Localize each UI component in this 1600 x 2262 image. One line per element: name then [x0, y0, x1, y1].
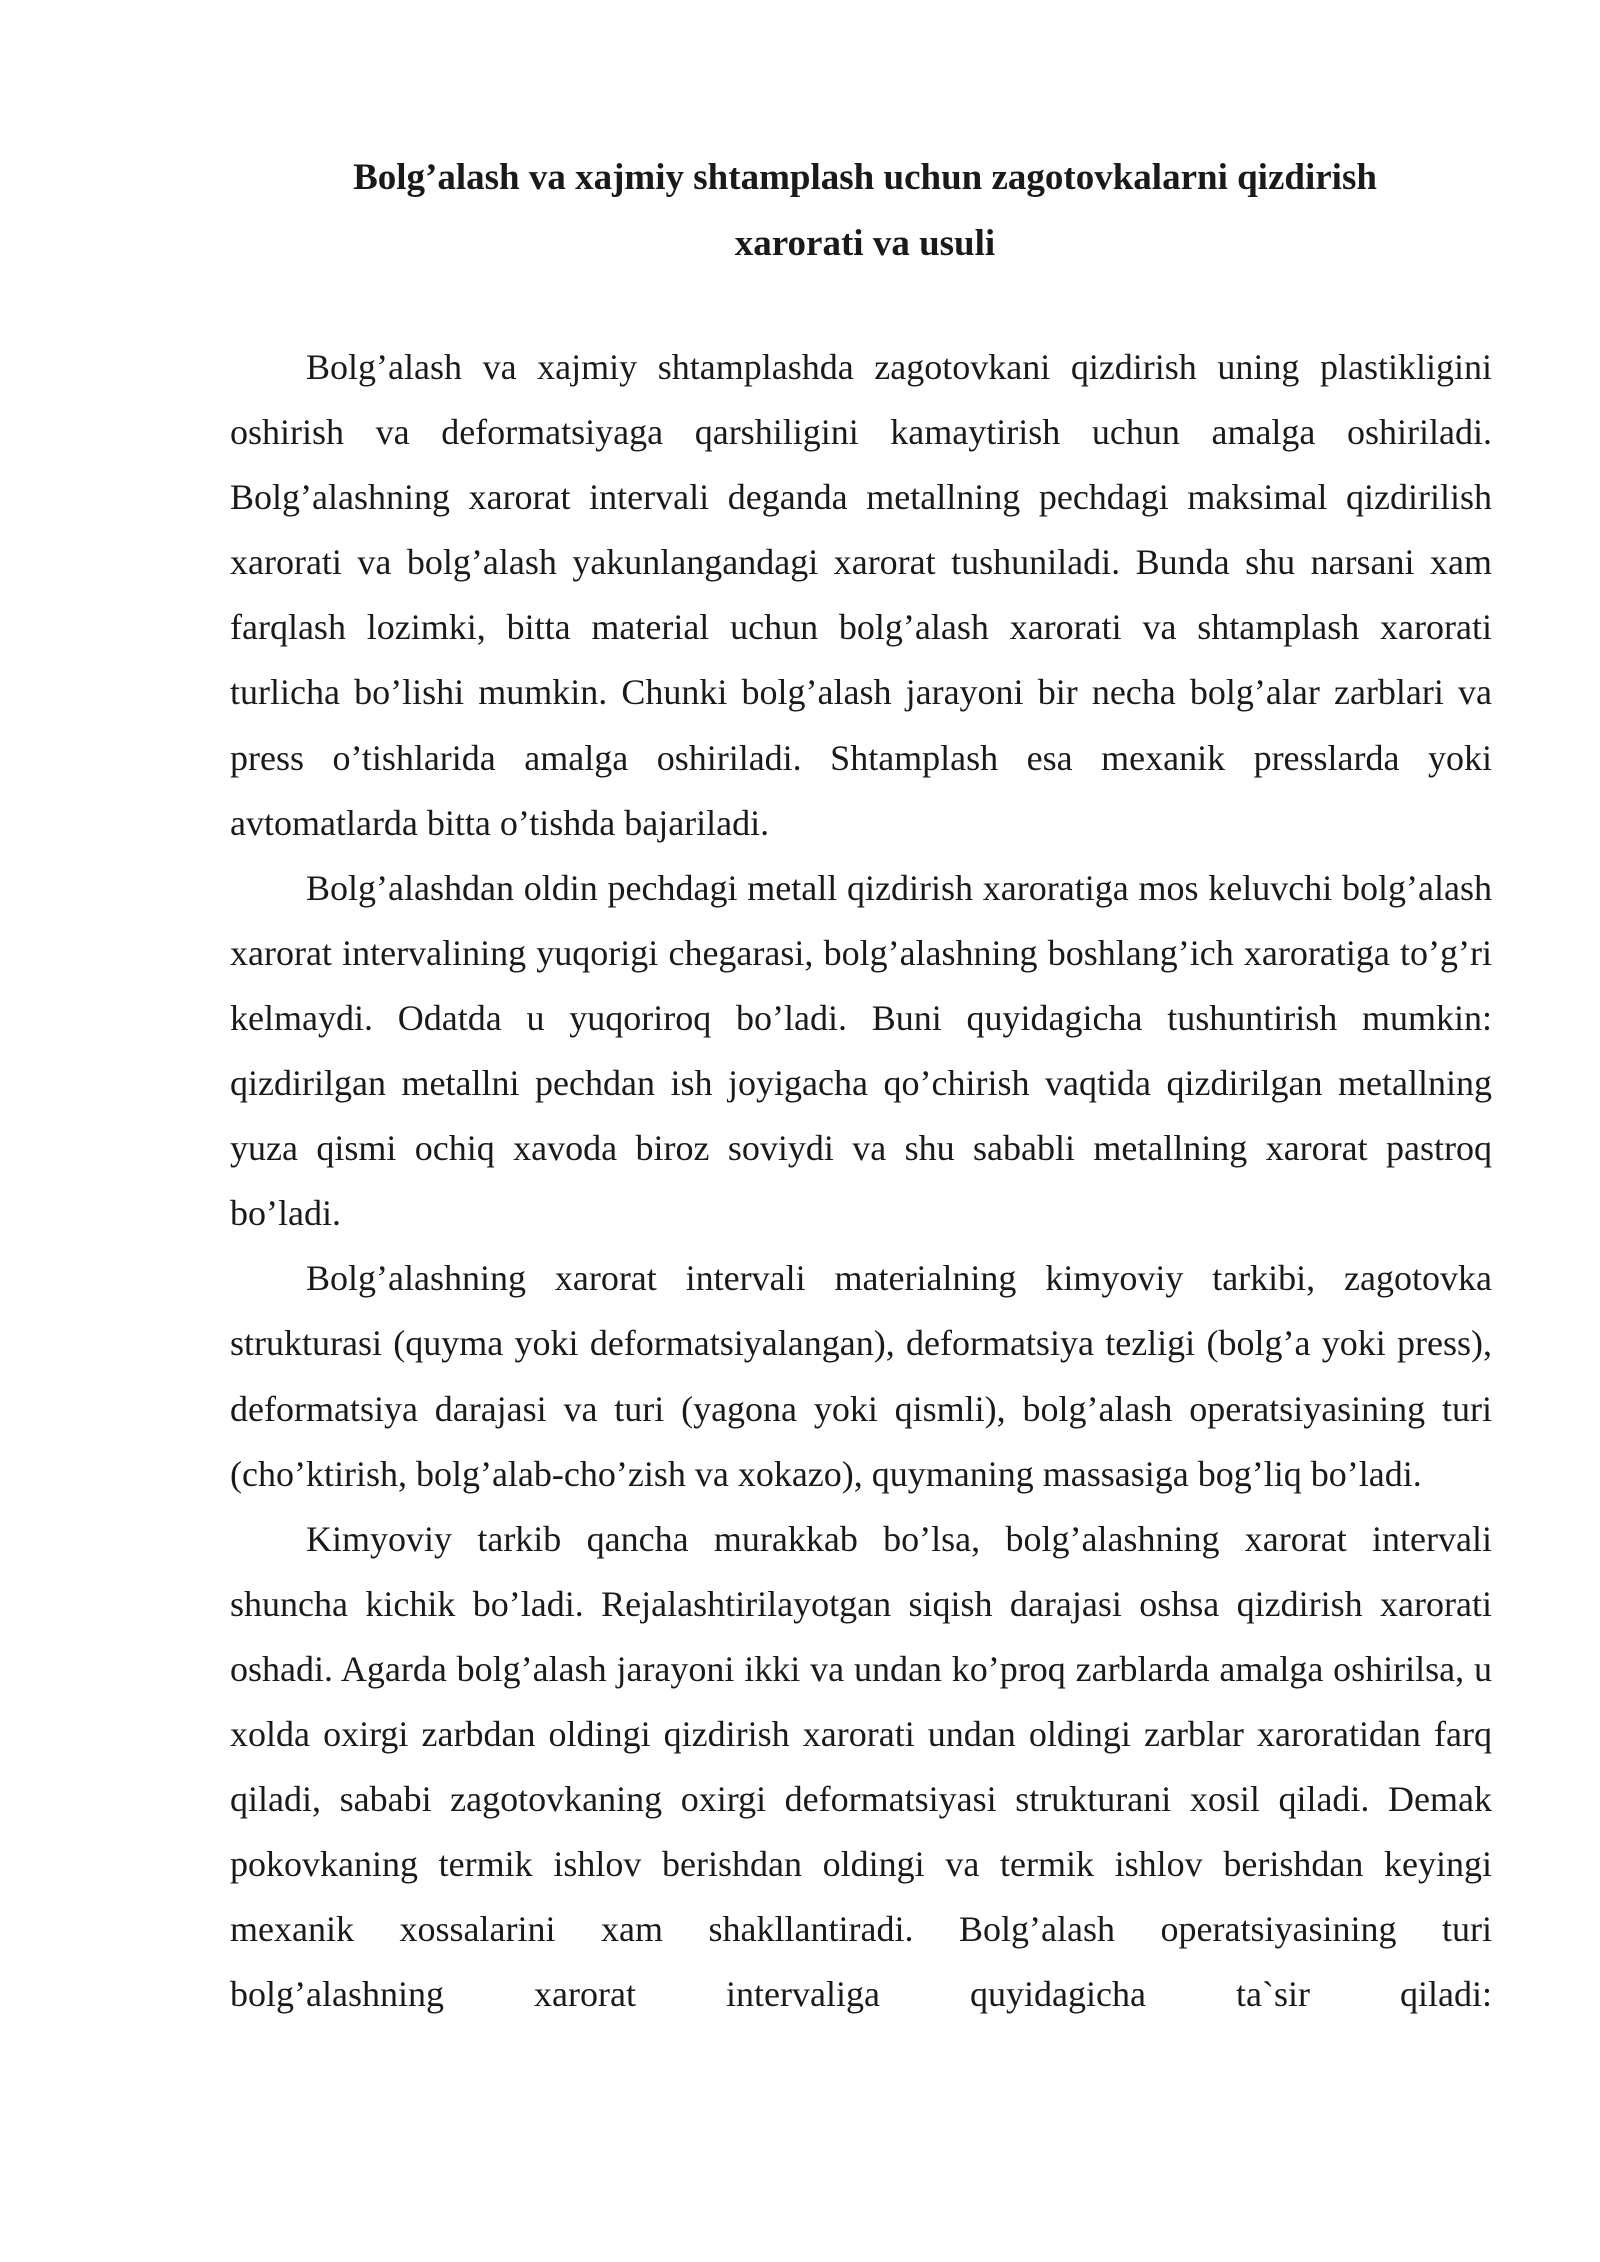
paragraph-1: Bolg’alash va xajmiy shtamplashda zagotovkani qizdirish uning plastikligini oshirish va deformatsiyaga qarshiligini kamaytirish uchun amalga oshiriladi. Bolg’alashning xarorat intervali deganda metallning pechdagi maksimal qizdirilish xarorati va bolg’alash yakunlangandagi xarorat tushuniladi. Bunda shu narsani xam farqlash lozimki, bitta material uchun bolg’alash xarorati va shtamplash xarorati turlicha bo’lishi mumkin. Chunki bolg’alash jarayoni bir necha bolg’alar zarblari va press o’tishlarida amalga oshiriladi. Shtamplash esa mexanik presslarda yoki avtomatlarda bitta o’tishda bajariladi.	[230, 347, 1492, 843]
title-line-1: Bolg’alash va xajmiy shtamplash uchun zagotovkalarni qizdirish	[353, 157, 1377, 198]
paragraph-2: Bolg’alashdan oldin pechdagi metall qizdirish xaroratiga mos keluvchi bolg’alash xarorat intervalining yuqorigi chegarasi, bolg’alashning boshlang’ich xaroratiga to’g’ri kelmaydi. Odatda u yuqoriroq bo’ladi. Buni quyidagicha tushuntirish mumkin: qizdirilgan metallni pechdan ish joyigacha qo’chirish vaqtida qizdirilgan metallning yuza qismi ochiq xavoda biroz soviydi va shu sababli metallning xarorat pastroq bo’ladi.	[230, 867, 1492, 1234]
paragraph-3: Bolg’alashning xarorat intervali materialning kimyoviy tarkibi, zagotovka strukturasi (quyma yoki deformatsiyalangan), deformatsiya tezligi (bolg’a yoki press), deformatsiya darajasi va turi (yagona yoki qismli), bolg’alash operatsiyasining turi (cho’ktirish, bolg’alab-cho’zish va xokazo), quymaning massasiga bog’liq bo’ladi.	[230, 1258, 1492, 1494]
document-title	[230, 145, 1500, 277]
document-body	[230, 335, 1492, 2027]
title-line-2: xarorati va usuli	[734, 223, 996, 264]
paragraph-4: Kimyoviy tarkib qancha murakkab bo’lsa, bolg’alashning xarorat intervali shuncha kichik bo’ladi. Rejalashtirilayotgan siqish darajasi oshsa qizdirish xarorati oshadi. Agarda bolg’alash jarayoni ikki va undan ko’proq zarblarda amalga oshirilsa, u xolda oxirgi zarbdan oldingi qizdirish xarorati undan oldingi zarblar xaroratidan farq qiladi, sababi zagotovkaning oxirgi deformatsiyasi strukturani xosil qiladi. Demak pokovkaning termik ishlov berishdan oldingi va termik ishlov berishdan keyingi mexanik xossalarini xam shakllantiradi. Bolg’alash operatsiyasining turi bolg’alashning xarorat intervaliga quyidagicha ta`sir qiladi:	[230, 1518, 1492, 2015]
